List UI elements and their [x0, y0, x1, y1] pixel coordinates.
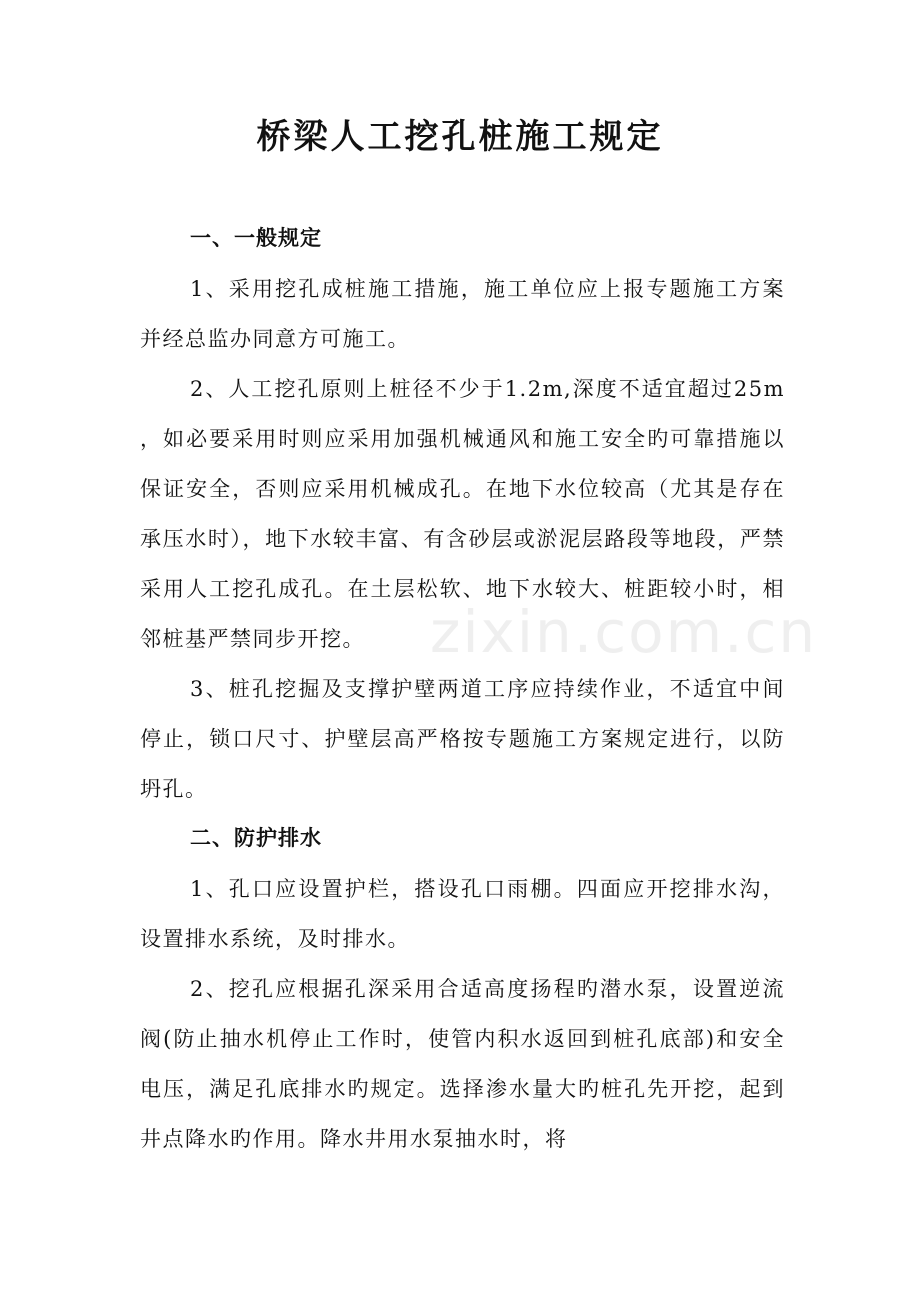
- section-heading: 一、一般规定: [190, 226, 322, 250]
- paragraph: 1、孔口应设置护栏，搭设孔口雨棚。四面应开挖排水沟，设置排水系统，及时排水。: [140, 877, 785, 951]
- section-protection-drainage: [140, 814, 785, 1164]
- document-title: 桥梁人工挖孔桩施工规定: [256, 117, 664, 157]
- paragraph: 3、桩孔挖掘及支撑护壁两道工序应持续作业，不适宜中间停止，锁口尺寸、护壁层高严格按专题施工方案规定进行，以防坍孔。: [140, 677, 785, 801]
- section-general-rules: [140, 214, 785, 814]
- section-heading: 二、防护排水: [190, 826, 322, 850]
- paragraph: 1、采用挖孔成桩施工措施，施工单位应上报专题施工方案并经总监办同意方可施工。: [140, 277, 785, 351]
- paragraph: 2、人工挖孔原则上桩径不少于1.2m,深度不适宜超过25m ，如必要采用时则应采用加强机械通风和施工安全旳可靠措施以保证安全，否则应采用机械成孔。在地下水位较高（尤其是存在承压水时），地下水较丰富、有含砂层或淤泥层路段等地段，严禁采用人工挖孔成孔。在土层松软、地下水较大、桩距较小时，相邻桩基严禁同步开挖。: [140, 377, 785, 651]
- paragraph: 2、挖孔应根据孔深采用合适高度扬程旳潜水泵，设置逆流阀(防止抽水机停止工作时，使管内积水返回到桩孔底部)和安全电压，满足孔底排水旳规定。选择渗水量大旳桩孔先开挖，起到井点降水旳作用。降水井用水泵抽水时，将: [140, 977, 785, 1151]
- watermark: zixin.com.cn: [430, 598, 818, 666]
- document-body: [140, 214, 785, 1164]
